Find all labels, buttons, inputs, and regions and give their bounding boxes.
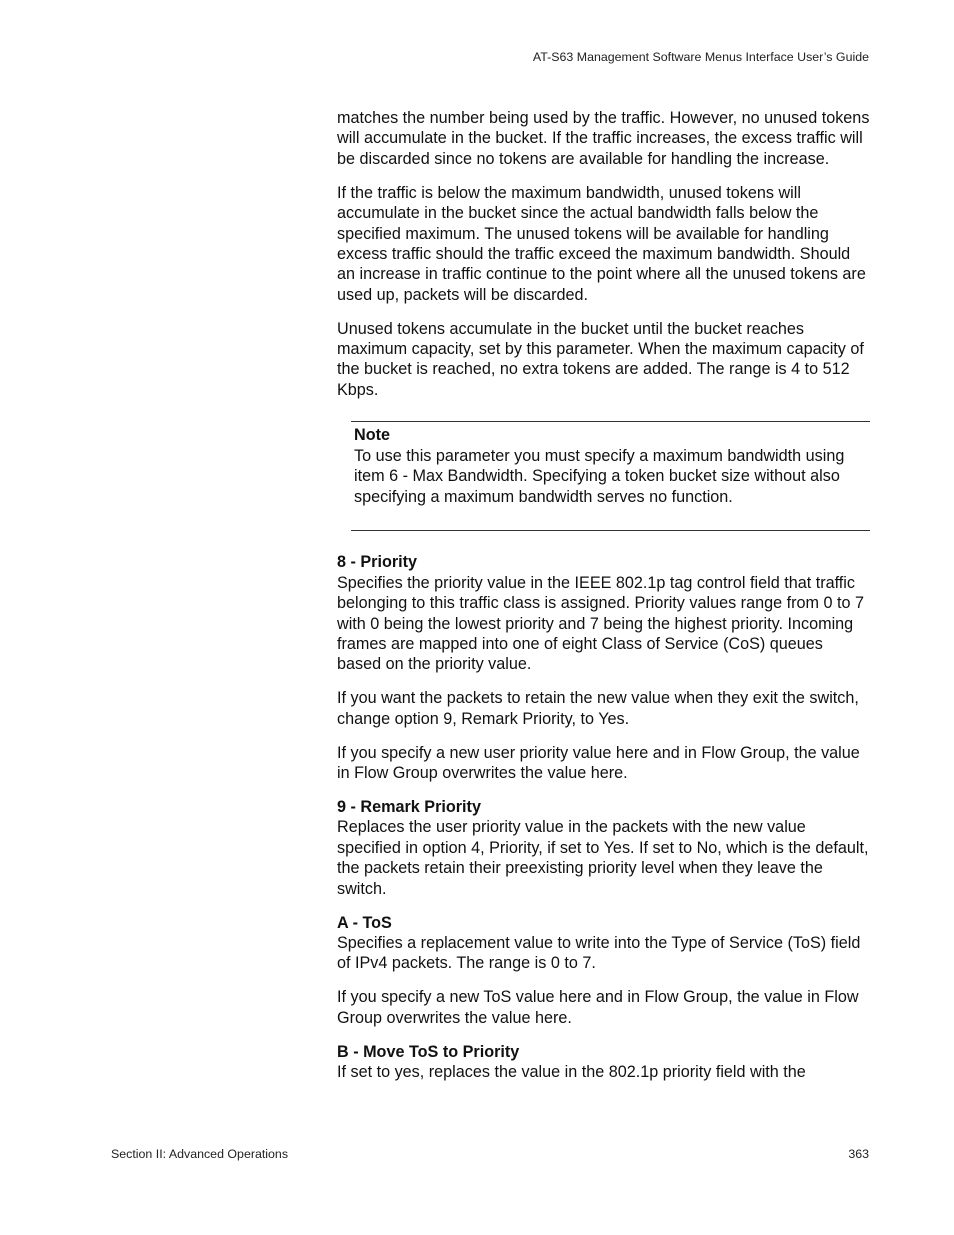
section-priority — [337, 552, 870, 783]
section-title: A - ToS — [337, 913, 392, 932]
running-header: AT-S63 Management Software Menus Interface User’s Guide — [532, 50, 869, 64]
section-title: 9 - Remark Priority — [337, 797, 481, 816]
note-text: To use this parameter you must specify a maximum bandwidth using item 6 - Max Bandwidth. Specifying a token bucket size without also specifying a maximum bandwidth serves no function. — [354, 446, 845, 506]
body-paragraph: Specifies the priority value in the IEEE 802.1p tag control field that traffic belonging to this traffic class is assigned. Priority values range from 0 to 7 with 0 being the lowest priority and 7 being the highest priority. Incoming frames are mapped into one of eight Class of Service (CoS) queues based on the priority value. — [337, 573, 864, 674]
page-body — [337, 108, 870, 1096]
body-paragraph: matches the number being used by the traffic. However, no unused tokens will accumulate in the bucket. If the traffic increases, the excess traffic will be discarded since no tokens are available for handling the increase. — [337, 109, 870, 168]
note-title: Note — [354, 426, 390, 445]
body-paragraph: If you specify a new user priority value here and in Flow Group, the value in Flow Group overwrites the value here. — [337, 743, 860, 783]
section-title: 8 - Priority — [337, 553, 418, 572]
body-paragraph: Replaces the user priority value in the packets with the new value specified in option 4, Priority, if set to Yes. If set to No, which is the default, the packets retain their preexisting priority level when they leave the switch. — [337, 818, 869, 898]
body-paragraph: If set to yes, replaces the value in the 802.1p priority field with the — [337, 1062, 806, 1081]
body-paragraph: If the traffic is below the maximum bandwidth, unused tokens will accumulate in the bucket since the actual bandwidth falls below the specified maximum. The unused tokens will be available for handling excess traffic should the traffic exceed the maximum bandwidth. Should an increase in traffic continue to the point where all the unused tokens are used up, packets will be discarded. — [337, 183, 866, 304]
body-paragraph: If you want the packets to retain the new value when they exit the switch, change option 9, Remark Priority, to Yes. — [337, 689, 859, 728]
section-move-tos-to-priority — [337, 1042, 870, 1083]
section-remark-priority — [337, 797, 870, 899]
footer-section: Section II: Advanced Operations — [111, 1147, 289, 1161]
body-paragraph: If you specify a new ToS value here and in Flow Group, the value in Flow Group overwrites the value here. — [337, 988, 859, 1027]
body-paragraph: Unused tokens accumulate in the bucket until the bucket reaches maximum capacity, set by this parameter. When the maximum capacity of the bucket is reached, no extra tokens are added. The range is 4 to 512 Kbps. — [337, 319, 864, 399]
section-title: B - Move ToS to Priority — [337, 1042, 520, 1061]
section-tos — [337, 913, 870, 1029]
note-box — [351, 421, 870, 531]
page-number: 363 — [848, 1147, 869, 1161]
body-paragraph: Specifies a replacement value to write into the Type of Service (ToS) field of IPv4 packets. The range is 0 to 7. — [337, 933, 861, 973]
